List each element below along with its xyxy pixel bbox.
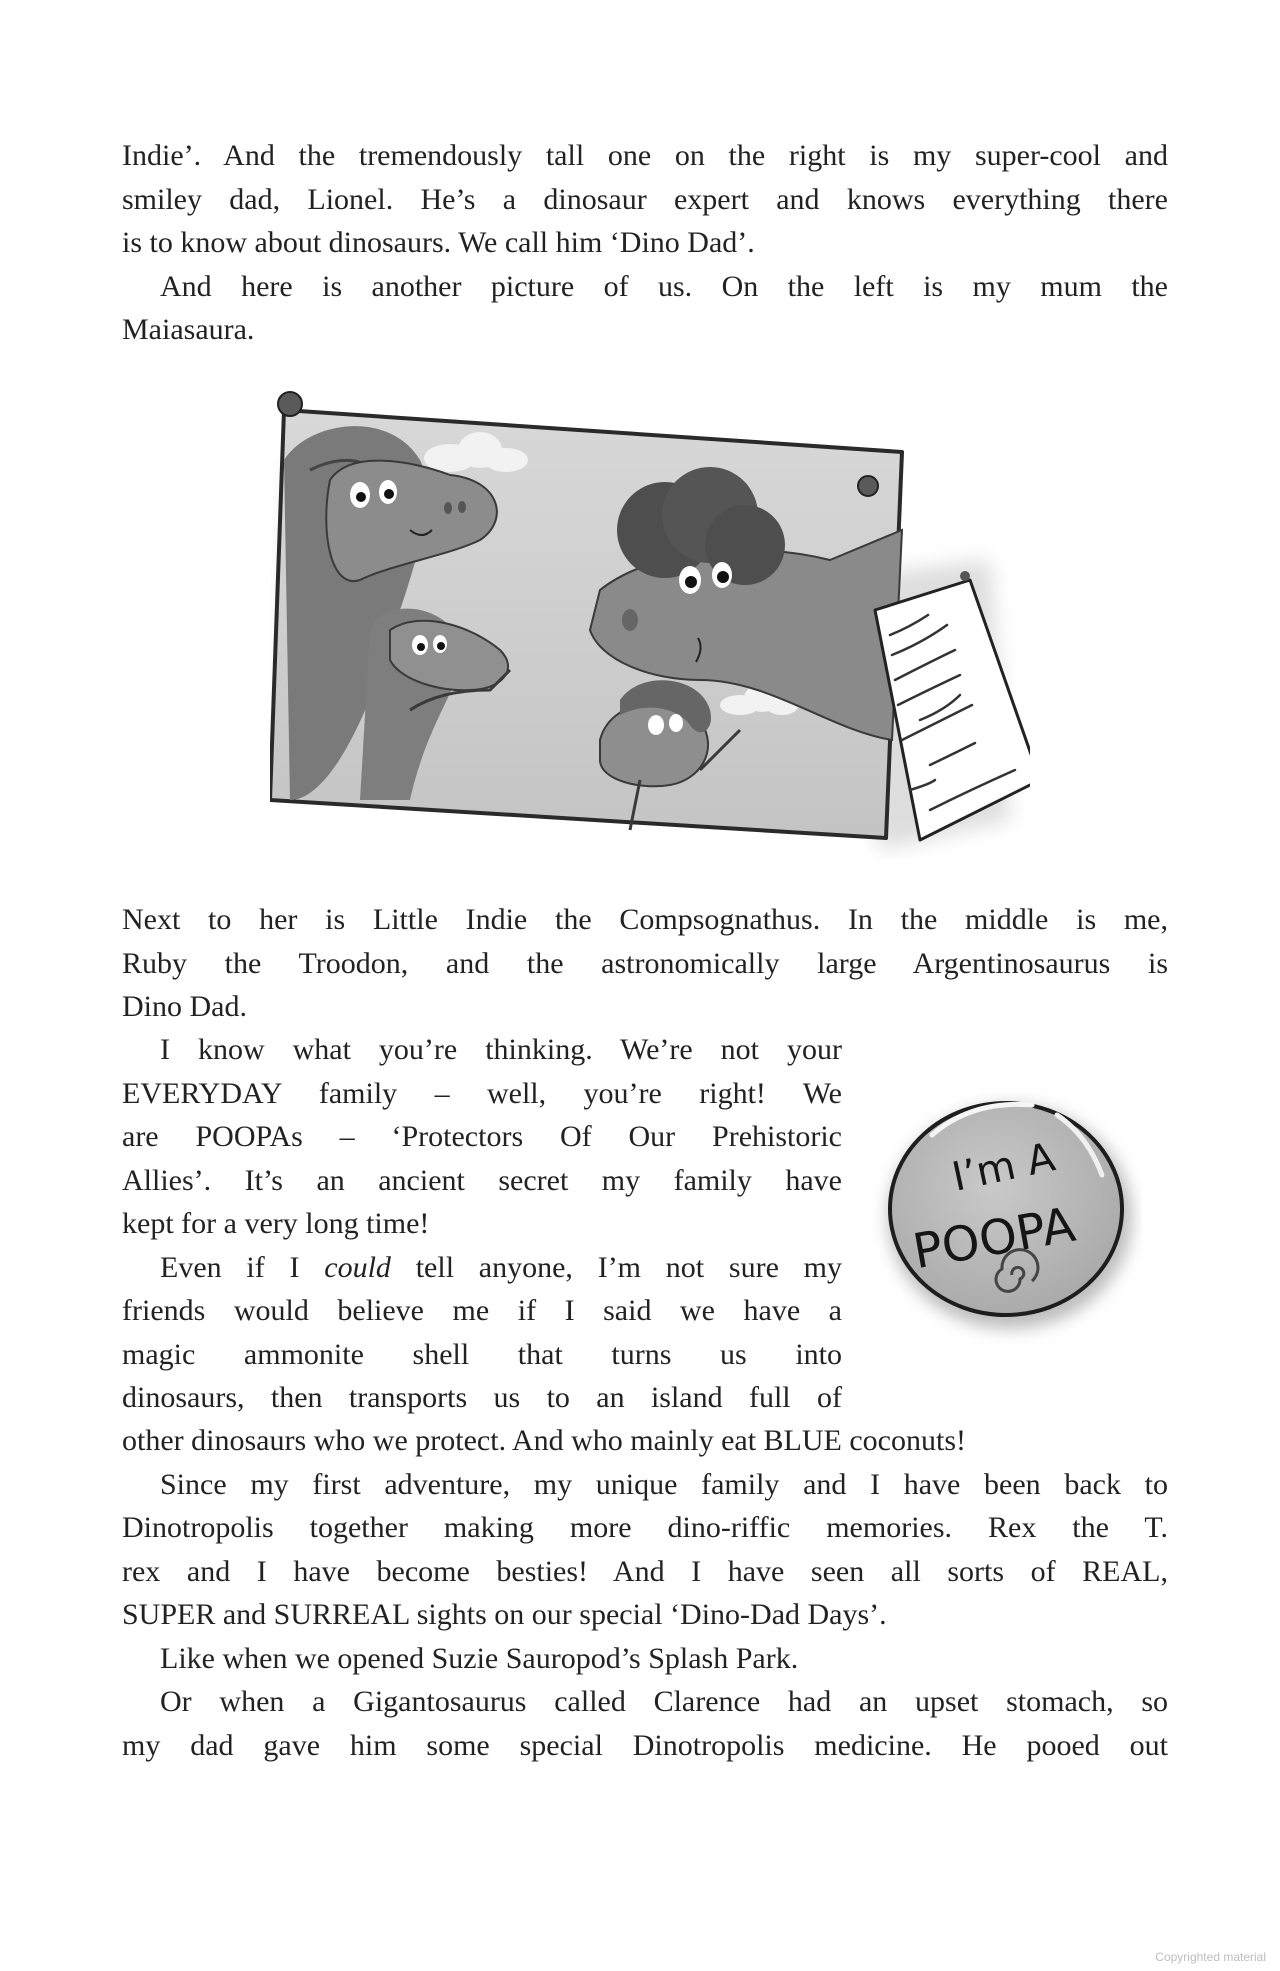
text-line: And here is another picture of us. On the left is my mum the (160, 269, 1168, 303)
text-line: dinosaurs, then transports us to an island full of (122, 1381, 842, 1414)
text-block-after-image (122, 898, 1168, 1029)
badge-text-line1: I’m A (948, 1134, 1059, 1201)
copyright-watermark: Copyrighted material (1155, 1950, 1266, 1964)
text-line: Since my first adventure, my unique family and I have been back to (160, 1467, 1168, 1501)
text-line: smiley dad, Lionel. He’s a dinosaur expert and knows everything there (122, 182, 1168, 216)
poopa-badge-illustration (872, 1075, 1142, 1345)
text-block-wrapped (122, 1028, 842, 1420)
text-line: Or when a Gigantosaurus called Clarence had an upset stomach, so (160, 1685, 1168, 1718)
text-line: Next to her is Little Indie the Compsognathus. In the middle is me, (122, 903, 1168, 936)
text-block-bottom (122, 1419, 1168, 1767)
text-fragment: tell anyone, I’m not sure my (390, 1250, 842, 1284)
text-line: my dad gave him some special Dinotropolis medicine. He pooed out (122, 1728, 1168, 1762)
text-line: is to know about dinosaurs. We call him ‘Dino Dad’. (122, 226, 755, 259)
text-fragment: Even if I (160, 1250, 325, 1284)
text-line: rex and I have become besties! And I have seen all sorts of REAL, (122, 1554, 1168, 1588)
text-line: Maiasaura. (122, 313, 255, 346)
text-line: I know what you’re thinking. We’re not your (160, 1033, 842, 1066)
text-line: other dinosaurs who we protect. And who mainly eat BLUE coconuts! (122, 1424, 966, 1457)
text-line: friends would believe me if I said we have a (122, 1294, 842, 1327)
text-line: SUPER and SURREAL sights on our special ‘Dino-Dad Days’. (122, 1598, 887, 1631)
text-line (122, 1246, 842, 1290)
text-line: Indie’. And the tremendously tall one on the right is my super-cool and (122, 139, 1168, 172)
badge-text-line2: POOPA (908, 1196, 1080, 1281)
text-line: EVERYDAY family – well, you’re right! We (122, 1076, 842, 1110)
text-line: Dinotropolis together making more dino-riffic memories. Rex the T. (122, 1511, 1168, 1544)
text-line: Allies’. It’s an ancient secret my family have (122, 1163, 842, 1197)
text-line: Ruby the Troodon, and the astronomically large Argentinosaurus is (122, 946, 1168, 980)
text-line: kept for a very long time! (122, 1207, 430, 1240)
text-line: are POOPAs – ‘Protectors Of Our Prehistoric (122, 1120, 842, 1153)
family-photo-illustration (270, 380, 1030, 860)
text-line: Like when we opened Suzie Sauropod’s Splash Park. (160, 1641, 799, 1675)
emphasis-could: could (324, 1250, 391, 1284)
text-block-top (122, 134, 1168, 352)
text-line: Dino Dad. (122, 990, 247, 1023)
text-line: magic ammonite shell that turns us into (122, 1337, 842, 1371)
